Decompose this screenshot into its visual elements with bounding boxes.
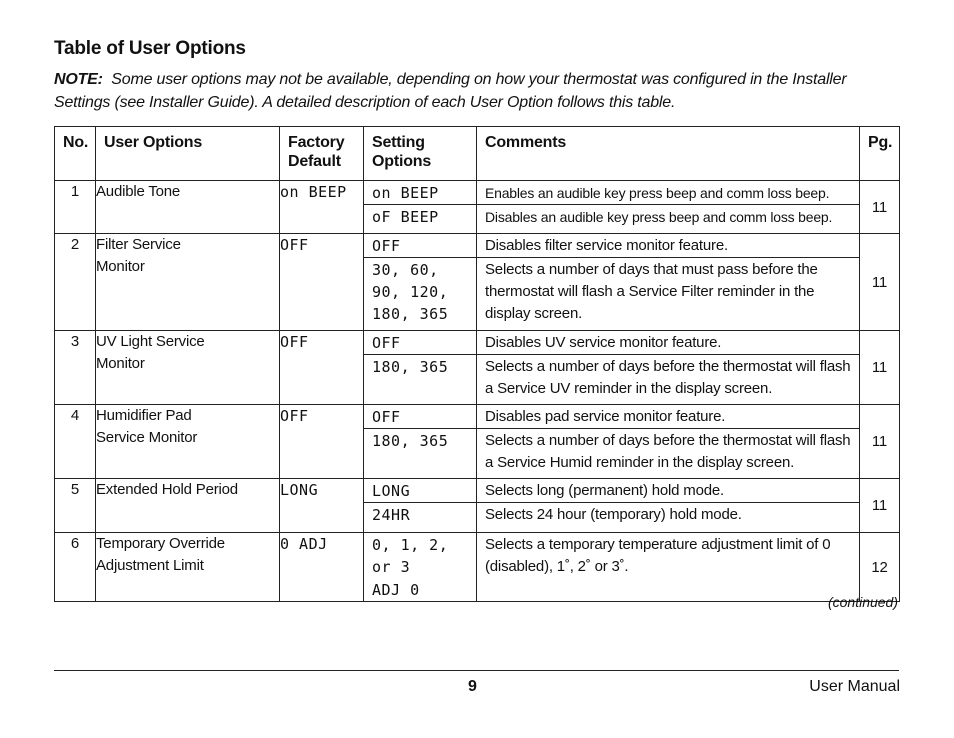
row-page: 11: [860, 234, 900, 331]
row-comments: [477, 405, 860, 479]
note-lead: NOTE:: [54, 71, 103, 88]
comment: Selects a number of days before the thermostat will flash a Service Humid reminder in the display screen.: [485, 432, 851, 471]
footer-divider: [54, 670, 899, 671]
setting-option: on BEEP: [364, 181, 476, 205]
row-settings: [364, 405, 477, 479]
header-factory-default: Factory Default: [280, 127, 364, 181]
row-comments: [477, 533, 860, 602]
setting-option: LONG: [364, 479, 476, 503]
row-settings: [364, 479, 477, 533]
row-number: 4: [55, 405, 96, 479]
row-comments: [477, 479, 860, 533]
table-row: [55, 234, 900, 331]
table-row: [55, 533, 900, 602]
comment: Selects a temporary temperature adjustment limit of 0 (disabled), 1˚, 2˚ or 3˚.: [485, 536, 831, 575]
row-number: 3: [55, 331, 96, 405]
comment: Enables an audible key press beep and comm loss beep.: [477, 181, 859, 205]
comment: Disables UV service monitor feature.: [477, 331, 859, 355]
row-comments: [477, 331, 860, 405]
row-factory-default: 0 ADJ: [280, 533, 364, 602]
row-comments: [477, 181, 860, 234]
row-option: Audible Tone: [96, 181, 280, 234]
footer-manual-label: User Manual: [809, 678, 900, 695]
page-number: 9: [468, 678, 477, 695]
setting-option: OFF: [364, 331, 476, 355]
row-factory-default: LONG: [280, 479, 364, 533]
row-option: Humidifier Pad Service Monitor: [96, 405, 280, 479]
user-options-table: [54, 126, 900, 602]
row-page: 11: [860, 479, 900, 533]
row-settings: [364, 234, 477, 331]
setting-option: OFF: [364, 234, 476, 258]
comment: Selects 24 hour (temporary) hold mode.: [485, 506, 742, 523]
setting-option: 180, 365: [372, 432, 449, 450]
comment: Disables an audible key press beep and comm loss beep.: [485, 209, 833, 225]
header-setting-options: Setting Options: [364, 127, 477, 181]
row-settings: [364, 181, 477, 234]
note-paragraph: [54, 68, 904, 114]
row-number: 5: [55, 479, 96, 533]
row-page: 11: [860, 405, 900, 479]
table-row: [55, 331, 900, 405]
row-settings: [364, 331, 477, 405]
note-text: Some user options may not be available, depending on how your thermostat was configured in the Installer Settings (see Installer Guide). A detailed description of each User Option follows this table.: [54, 71, 847, 111]
table-header-row: [55, 127, 900, 181]
page-title: Table of User Options: [54, 38, 246, 59]
setting-option: 0, 1, 2, or 3: [372, 536, 449, 576]
row-option: UV Light Service Monitor: [96, 331, 280, 405]
comment: Disables filter service monitor feature.: [477, 234, 859, 258]
comment: Selects a number of days before the thermostat will flash a Service UV reminder in the display screen.: [485, 358, 851, 397]
row-number: 6: [55, 533, 96, 602]
row-comments: [477, 234, 860, 331]
row-page: 12: [860, 533, 900, 602]
comment: Selects long (permanent) hold mode.: [477, 479, 859, 503]
row-number: 2: [55, 234, 96, 331]
setting-option: 24HR: [372, 506, 411, 524]
continued-label: (continued): [827, 594, 898, 610]
row-number: 1: [55, 181, 96, 234]
table-row: [55, 181, 900, 234]
setting-option: oF BEEP: [372, 208, 439, 226]
row-factory-default: OFF: [280, 331, 364, 405]
setting-option: 30, 60, 90, 120, 180, 365: [372, 261, 449, 323]
header-comments: Comments: [477, 127, 860, 181]
header-no: No.: [55, 127, 96, 181]
row-option: Extended Hold Period: [96, 479, 280, 533]
header-user-options: User Options: [96, 127, 280, 181]
row-settings: [364, 533, 477, 602]
row-factory-default: on BEEP: [280, 181, 364, 234]
table-row: [55, 479, 900, 533]
row-page: 11: [860, 181, 900, 234]
comment: Disables pad service monitor feature.: [477, 405, 859, 429]
comment: Selects a number of days that must pass before the thermostat will flash a Service Filter reminder in the display screen.: [485, 261, 818, 322]
row-factory-default: OFF: [280, 234, 364, 331]
setting-option: OFF: [364, 405, 476, 429]
setting-option: ADJ 0: [372, 581, 420, 599]
row-option: Temporary Override Adjustment Limit: [96, 533, 280, 602]
row-page: 11: [860, 331, 900, 405]
table-row: [55, 405, 900, 479]
row-factory-default: OFF: [280, 405, 364, 479]
setting-option: 180, 365: [372, 358, 449, 376]
row-option: Filter Service Monitor: [96, 234, 280, 331]
header-page: Pg.: [860, 127, 900, 181]
